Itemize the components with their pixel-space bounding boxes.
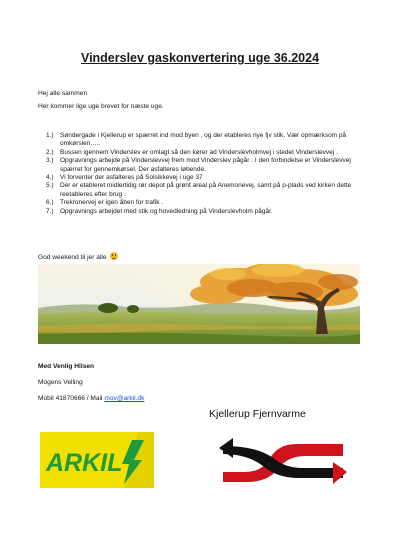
signature-contact (38, 395, 144, 402)
kjellerup-fjernvarme-logo (217, 434, 349, 488)
list-number: 4.) (46, 174, 54, 182)
list-text: Bussen igennem Vinderslev er omlagt så den kører ad Vinderslevholmvej i stedet Vinderslevvej . (60, 148, 338, 156)
intro-text: Her kommer lige uge brevet for næste uge. (38, 103, 164, 110)
list-item (46, 208, 366, 216)
list-item (46, 132, 366, 149)
greeting: Hej alle sammen (38, 90, 88, 97)
list-item (46, 157, 366, 174)
list-number: 3.) (46, 157, 54, 165)
list-text: Trekronervej er igen åben for trafik . (60, 199, 164, 207)
list-text: Søndergade i Kjellerup er spærret ind mod byen , og der etableres nye fjv stik. Vær opmærksom på omkørslen….. (60, 132, 347, 148)
list-number: 7.) (46, 207, 54, 215)
list-number: 1.) (46, 132, 54, 139)
weekend-text: God weekend til jer alle (38, 254, 107, 261)
phone-text: Mobil 41870666 / Mail (38, 395, 103, 402)
weekend-wish (38, 252, 118, 261)
list-text: Opgravnings arbejde på Vinderslevvej frem mod Vinderslev pågår . I den forbindelse er Vinderslevvej spærret for gennemkørsel. Der asfalteres løbende. (60, 157, 351, 173)
list-text: Opgravnings arbejdet med stik og hovedledning på Vinderslevholm pågår. (60, 207, 273, 215)
signature-closing: Med Venlig Hilsen (38, 363, 95, 370)
list-number: 6.) (46, 199, 54, 207)
autumn-landscape-image (38, 264, 360, 344)
list-number: 2.) (46, 148, 54, 156)
list-text: Vi forventer der asfalteres på Solsikkevej i uge 37 (60, 174, 203, 182)
news-list (46, 132, 366, 216)
arkil-logo-text: ARKIL (46, 449, 123, 477)
arkil-logo (40, 432, 154, 488)
smiley-icon (110, 252, 118, 260)
letter-title: Vinderslev gaskonvertering uge 36.2024 (80, 51, 320, 65)
list-item (46, 199, 366, 207)
list-text: Der er etableret midlertidig rør depot på grønt areal på Anemonevej, samt på p-plads ved kirken dette reetableres efter brug . (60, 182, 352, 198)
list-number: 5.) (46, 182, 54, 190)
signature-name: Mogens Velling (38, 379, 83, 386)
email-link[interactable]: mov@arkil.dk (104, 395, 145, 402)
list-item (46, 149, 366, 157)
kjellerup-fjernvarme-title: Kjellerup Fjernvarme (209, 408, 306, 420)
list-item (46, 182, 366, 199)
